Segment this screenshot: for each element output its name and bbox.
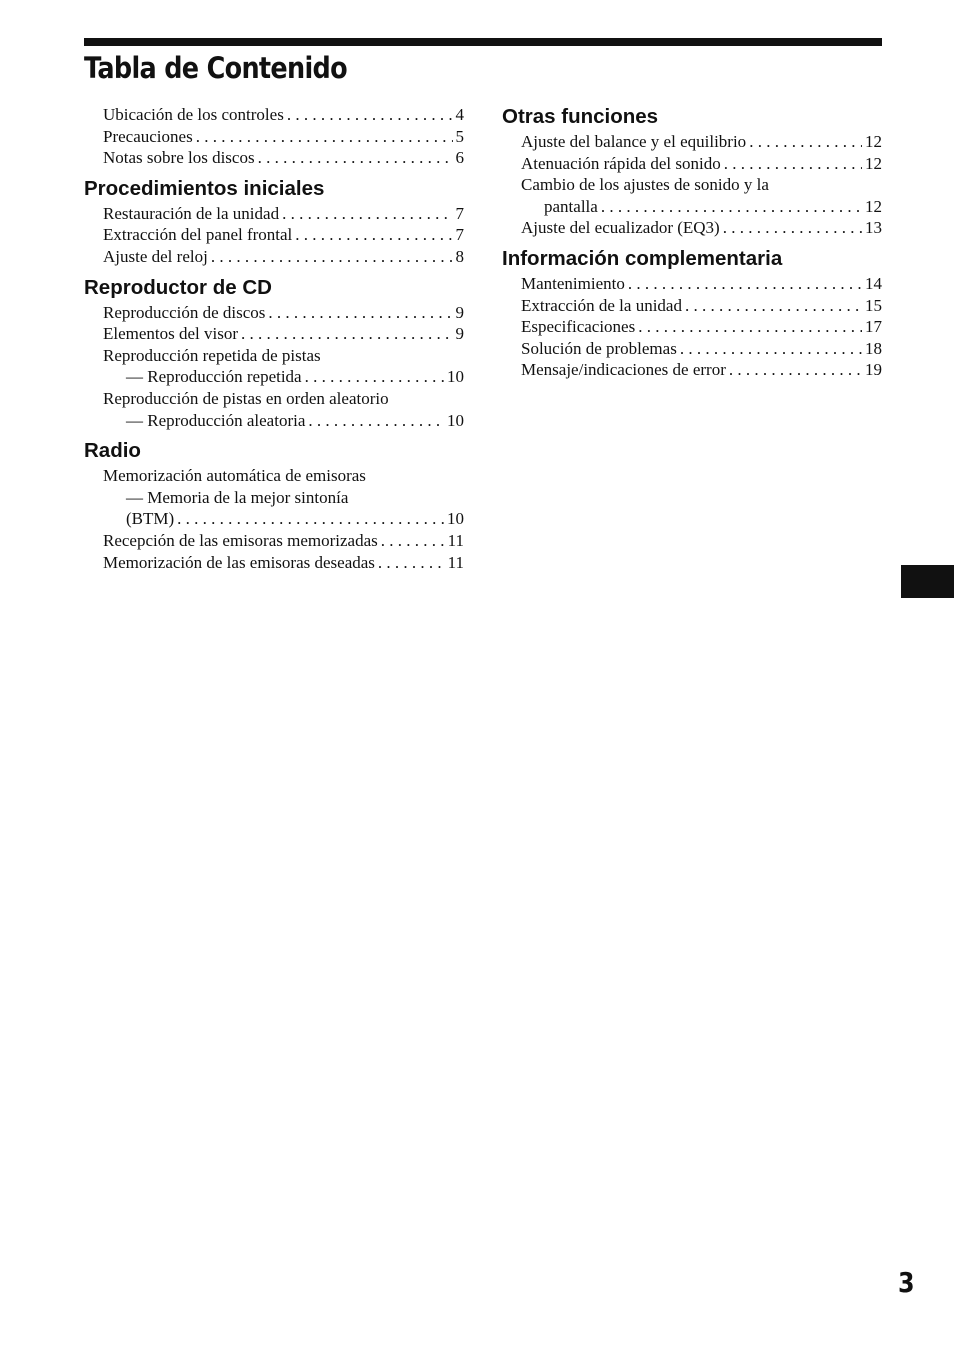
- toc-entry[interactable]: [502, 174, 882, 217]
- toc-entry-text: (BTM): [126, 509, 175, 529]
- toc-entry[interactable]: [502, 273, 882, 295]
- toc-entry-text: Notas sobre los discos: [103, 148, 255, 168]
- intro-section: [84, 104, 464, 169]
- toc-entry[interactable]: [84, 126, 464, 148]
- toc-entry-page: 4: [455, 105, 464, 124]
- section-heading: Información complementaria: [502, 246, 783, 270]
- section-informacion-complementaria: [502, 245, 882, 381]
- toc-entry[interactable]: [84, 224, 464, 246]
- toc-entry[interactable]: [84, 323, 464, 345]
- toc-entry-text: — Reproducción repetida: [126, 367, 302, 387]
- toc-entry-page: 11: [447, 552, 464, 572]
- toc-entry-page: 12: [865, 132, 882, 151]
- section-procedimientos: [84, 175, 464, 268]
- toc-entry-text: Extracción de la unidad: [521, 295, 682, 315]
- toc-entry[interactable]: [84, 552, 464, 574]
- section-radio: [84, 437, 464, 573]
- toc-entry-page: 5: [455, 126, 464, 146]
- toc-entry-page: 14: [865, 273, 882, 293]
- section-otras-funciones: [502, 103, 882, 239]
- section-heading: Procedimientos iniciales: [84, 176, 325, 200]
- toc-entry-page: 9: [455, 324, 464, 344]
- toc-entry[interactable]: [84, 345, 464, 388]
- right-column: [502, 103, 882, 389]
- toc-entry-page: 15: [865, 295, 882, 315]
- toc-entry-text-line1: Memorización automática de emisoras: [103, 466, 366, 486]
- toc-entry-text: Ajuste del ecualizador (EQ3): [521, 218, 720, 238]
- toc-entry-text-line1: Reproducción repetida de pistas: [103, 345, 321, 365]
- toc-entry[interactable]: [502, 359, 882, 381]
- toc-entry-text: Mensaje/indicaciones de error: [521, 360, 726, 380]
- toc-entry-text: Ajuste del reloj: [103, 246, 208, 266]
- toc-entry-text-line2: — Memoria de la mejor sintonía: [126, 487, 349, 507]
- toc-entry-page: 10: [447, 367, 464, 387]
- toc-entry-page: 19: [865, 360, 882, 380]
- toc-entry[interactable]: [84, 302, 464, 324]
- toc-entry-text: Recepción de las emisoras memorizadas: [103, 530, 378, 550]
- toc-entry-text: Precauciones: [103, 126, 193, 146]
- section-heading: Reproductor de CD: [84, 275, 272, 299]
- toc-entry-text: Reproducción de discos: [103, 302, 266, 322]
- toc-entry[interactable]: [84, 147, 464, 169]
- page-title: Tabla de Contenido: [84, 51, 347, 85]
- toc-entry[interactable]: [84, 465, 464, 530]
- toc-entry-page: 10: [447, 509, 464, 529]
- toc-entry-text-line1: Reproducción de pistas en orden aleatorio: [103, 388, 389, 408]
- left-column: [84, 104, 464, 581]
- toc-entry-page: 9: [455, 302, 464, 322]
- toc-entry-text: Ajuste del balance y el equilibrio: [521, 132, 747, 151]
- toc-entry[interactable]: [502, 295, 882, 317]
- toc-entry-page: 17: [865, 317, 882, 337]
- top-rule: [84, 38, 882, 46]
- toc-entry-page: 10: [447, 410, 464, 430]
- toc-entry-text: Memorización de las emisoras deseadas: [103, 552, 375, 572]
- toc-entry-page: 7: [455, 203, 464, 223]
- toc-entry-text: Mantenimiento: [521, 273, 625, 293]
- toc-entry-page: 6: [455, 148, 464, 168]
- toc-entry[interactable]: [502, 131, 882, 153]
- toc-entry[interactable]: [502, 316, 882, 338]
- page-number: 3: [898, 1266, 915, 1299]
- toc-entry-text-line1: Cambio de los ajustes de sonido y la: [521, 175, 769, 195]
- toc-entry[interactable]: [502, 153, 882, 175]
- toc-entry-page: 12: [865, 153, 882, 173]
- toc-entry[interactable]: [84, 388, 464, 431]
- toc-entry-text: Ubicación de los controles: [103, 105, 284, 124]
- toc-entry-page: 7: [455, 225, 464, 245]
- toc-entry-page: 13: [865, 218, 882, 238]
- toc-entry-page: 8: [455, 246, 464, 266]
- toc-entry-text: Elementos del visor: [103, 324, 239, 344]
- toc-entry-text: — Reproducción aleatoria: [126, 410, 306, 430]
- toc-entry-text: Restauración de la unidad: [103, 203, 280, 223]
- toc-entry[interactable]: [502, 338, 882, 360]
- toc-entry-text: Extracción del panel frontal: [103, 225, 293, 245]
- toc-entry[interactable]: [84, 203, 464, 225]
- toc-entry-text: Especificaciones: [521, 317, 636, 337]
- toc-entry-page: 18: [865, 338, 882, 358]
- toc-entry-page: 11: [447, 530, 464, 550]
- toc-entry[interactable]: [84, 246, 464, 268]
- toc-entry-page: 12: [865, 196, 882, 216]
- toc-entry[interactable]: [84, 530, 464, 552]
- toc-entry-text: Solución de problemas: [521, 338, 677, 358]
- toc-entry[interactable]: [84, 104, 464, 126]
- side-tab-marker: [901, 565, 954, 598]
- section-heading: Radio: [84, 439, 141, 463]
- section-reproductor-cd: [84, 274, 464, 432]
- toc-entry[interactable]: [502, 217, 882, 239]
- toc-entry-text: Atenuación rápida del sonido: [521, 153, 721, 173]
- toc-entry-text: pantalla: [544, 196, 598, 216]
- section-heading: Otras funciones: [502, 105, 659, 128]
